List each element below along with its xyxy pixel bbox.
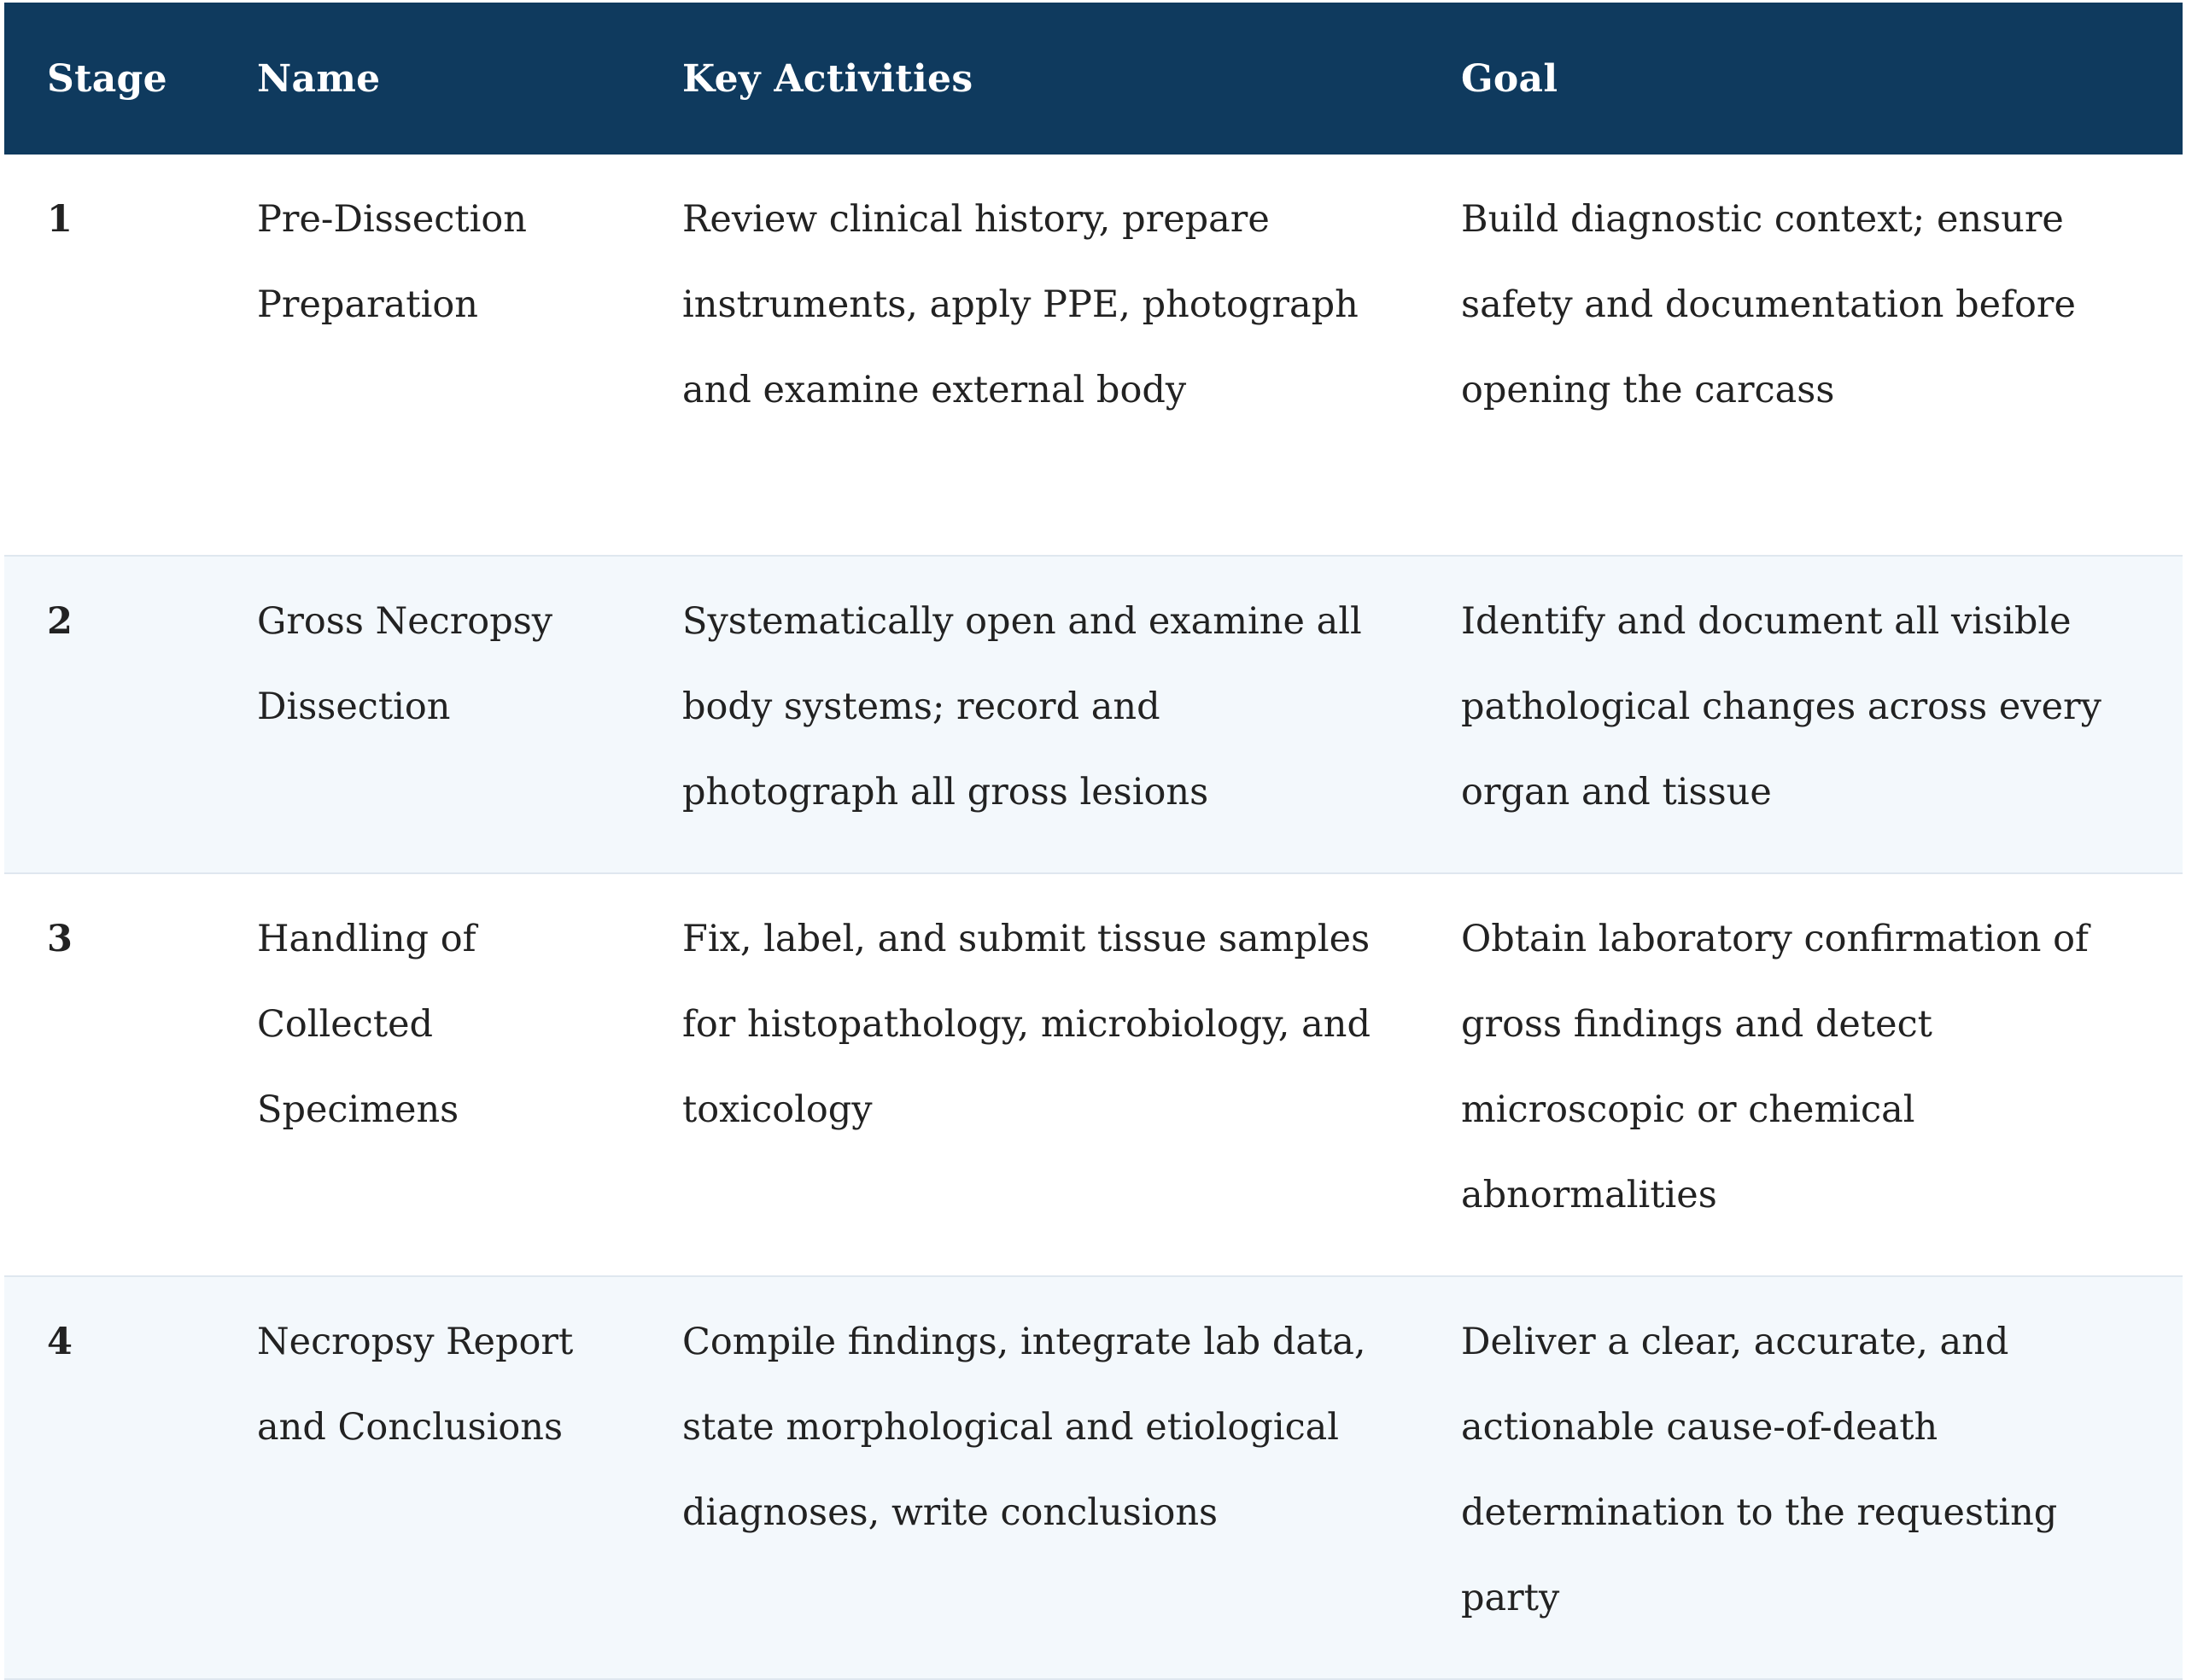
header-key-activities: Key Activities <box>682 56 973 101</box>
stage-goal: Identify and document all visible pathological changes across every organ and tissue <box>1461 600 2101 814</box>
header-goal: Goal <box>1461 56 1558 101</box>
stage-number: 2 <box>47 600 73 643</box>
table-row <box>4 873 2183 1276</box>
stage-goal: Build diagnostic context; ensure safety and documentation before opening the carcass <box>1461 198 2076 411</box>
necropsy-stages-table <box>4 3 2183 1680</box>
stage-key-activities: Review clinical history, prepare instruments, apply PPE, photograph and examine external body <box>682 198 1359 411</box>
stage-name: Handling of Collected Specimens <box>257 918 476 1131</box>
header-stage: Stage <box>47 56 167 101</box>
stage-goal: Deliver a clear, accurate, and actionable cause-of-death determination to the requesting party <box>1461 1321 2058 1619</box>
stage-key-activities: Systematically open and examine all body systems; record and photograph all gross lesions <box>682 600 1362 814</box>
table-row <box>4 556 2183 873</box>
table-row <box>4 155 2183 556</box>
necropsy-stages-table-container <box>4 3 2183 1680</box>
stage-number: 4 <box>47 1321 73 1363</box>
header-name: Name <box>257 56 381 101</box>
stage-number: 1 <box>47 198 73 241</box>
stage-name: Necropsy Report and Conclusions <box>257 1321 574 1449</box>
stage-name: Gross Necropsy Dissection <box>257 600 553 728</box>
header-row <box>4 3 2183 155</box>
stage-key-activities: Compile findings, integrate lab data, state morphological and etiological diagnoses, write conclusions <box>682 1321 1366 1534</box>
stage-number: 3 <box>47 918 73 960</box>
table-row <box>4 1276 2183 1679</box>
stage-key-activities: Fix, label, and submit tissue samples for histopathology, microbiology, and toxicology <box>682 918 1371 1131</box>
stage-name: Pre-Dissection Preparation <box>257 198 527 326</box>
stage-goal: Obtain laboratory confirmation of gross findings and detect microscopic or chemical abnormalities <box>1461 918 2089 1216</box>
table-header <box>4 3 2183 155</box>
table-body <box>4 155 2183 1679</box>
